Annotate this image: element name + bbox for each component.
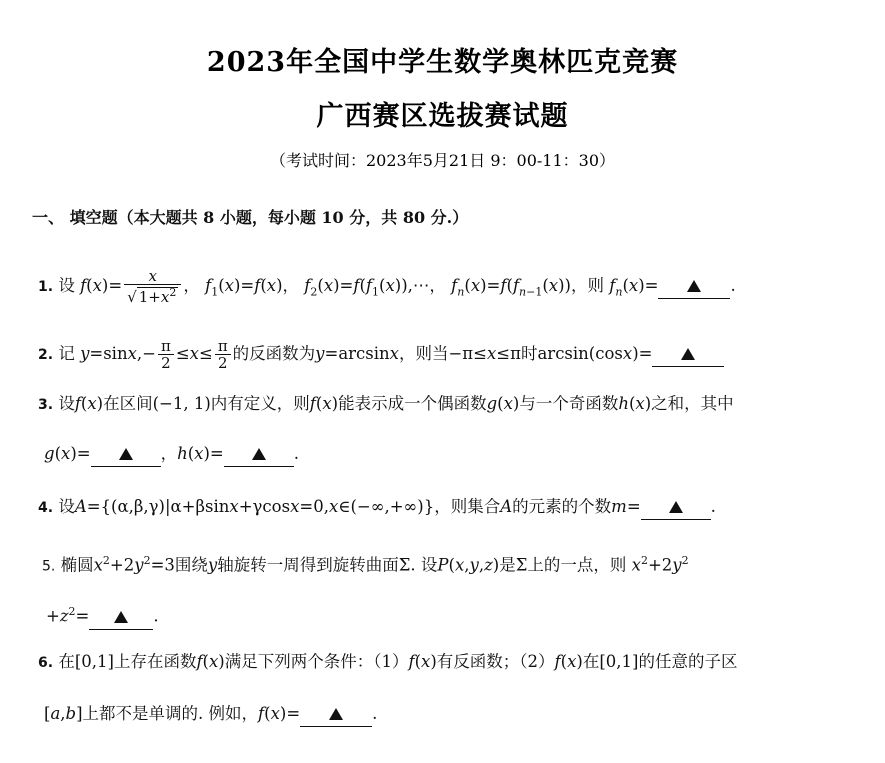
answer-marker-icon	[252, 448, 266, 460]
answer-marker-icon	[119, 448, 133, 460]
answer-blank[interactable]	[641, 495, 711, 520]
question-number: 1.	[38, 279, 54, 295]
answer-marker-icon	[681, 348, 695, 360]
answer-marker-icon	[114, 611, 128, 623]
answer-blank[interactable]	[91, 442, 161, 467]
question-number: 5.	[42, 558, 56, 575]
exam-time: （考试时间：2023年5月21日 9：00-11：30）	[269, 151, 615, 170]
answer-blank[interactable]	[300, 702, 372, 727]
section-heading: 一、 填空题（本大题共 8 小题，每小题 10 分，共 80 分.）	[32, 208, 469, 227]
answer-blank[interactable]	[224, 442, 294, 467]
exam-title: 2023年全国中学生数学奥林匹克竞赛	[206, 47, 679, 78]
answer-blank[interactable]	[652, 342, 724, 367]
question-number: 4.	[38, 500, 54, 516]
question-number: 2.	[38, 347, 54, 363]
answer-blank[interactable]	[89, 605, 153, 630]
answer-marker-icon	[669, 501, 683, 513]
question-5-answer: $+z^2=$ .	[46, 600, 159, 630]
fraction: $\frac{x}{√ 1+x^2}$	[124, 268, 181, 305]
question-3-answers: g(x)= ，h(x)= .	[44, 442, 299, 467]
question-2: 2. 记 y=sinx,− $\frac{\pi}{2}$ ≤x≤ $\frac{\pi}{2}$ 的反函数为y=arcsinx，则当−π≤x≤π时arcsin(cosx)=	[38, 338, 724, 371]
question-6: 6. 在[0,1]上存在函数f(x)满足下列两个条件：（1）f(x)有反函数；（2）f(x)在[0,1]的任意的子区	[38, 652, 738, 671]
question-4: 4. 设A={(α,β,γ)|α+βsinx+γcosx=0,x∈(−∞,+∞)}，则集合A的元素的个数m= .	[38, 495, 716, 520]
question-5: 5. 椭圆$x^2+2y^2=3$围绕y轴旋转一周得到旋转曲面Σ. 设P(x,y,z)是Σ上的一点，则 $x^2+2y^2$	[42, 554, 689, 575]
exam-subtitle: 广西赛区选拔赛试题	[316, 101, 569, 132]
question-3: 3. 设f(x)在区间(−1, 1)内有定义，则f(x)能表示成一个偶函数g(x)与一个奇函数h(x)之和，其中	[38, 394, 734, 413]
question-6-answer: [a,b]上都不是单调的. 例如，f(x)= .	[44, 702, 377, 727]
answer-marker-icon	[687, 280, 701, 292]
question-1: 1. 设 f(x)= $\frac{x}{√ 1+x^2}$ ， $f_1(x)=f(x)$， $f_2(x)=f(f_1(x)),\cdots$， $f_n(x)=f(f_{n-1}(x))$，则 $f_n(x)=$ .	[38, 267, 736, 306]
answer-blank[interactable]	[658, 274, 730, 299]
question-number: 3.	[38, 397, 54, 413]
answer-marker-icon	[329, 708, 343, 720]
question-number: 6.	[38, 655, 54, 671]
